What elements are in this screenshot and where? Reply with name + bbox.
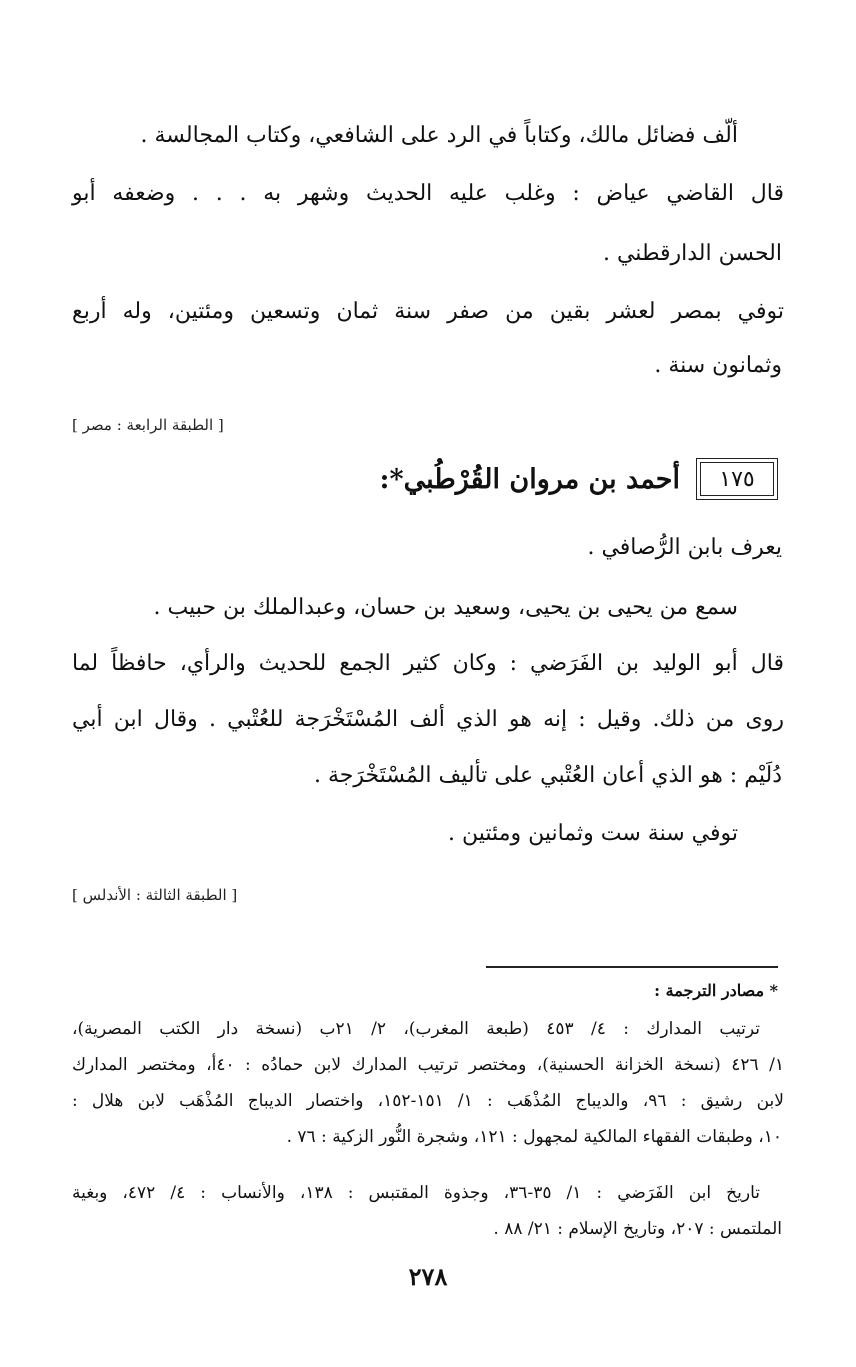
- entry-line: توفي سنة ست وثمانين ومئتين .: [448, 821, 738, 846]
- footnote-heading: * مصادر الترجمة :: [654, 981, 778, 1000]
- entry-line: قال أبو الوليد بن الفَرَضي : وكان كثير الجمع للحديث والرأي، حافظاً لما: [72, 651, 784, 676]
- footnote-line: الملتمس : ٢٠٧، وتاريخ الإسلام : ٢١/ ٨٨ .: [493, 1219, 782, 1239]
- entry-heading: [380, 452, 778, 506]
- paragraph-line: الحسن الدارقطني .: [602, 241, 782, 266]
- entry-title: أحمد بن مروان القُرْطُبي*:: [379, 463, 680, 495]
- footnote-line: ١٠، وطبقات الفقهاء المالكية لمجهول : ١٢١، وشجرة النُّور الزكية : ٧٦ .: [286, 1127, 782, 1147]
- entry-line: دُلَيْم : هو الذي أعان العُتْبي على تأليف المُسْتَخْرَجة .: [313, 763, 782, 788]
- paragraph-line: وثمانون سنة .: [654, 353, 782, 378]
- footnote-line: ١/ ٤٢٦ (نسخة الخزانة الحسنية)، ومختصر ترتيب المدارك لابن حمادُه : ٤٠أ، ومختصر المدارك: [72, 1055, 784, 1075]
- paragraph-line: قال القاضي عياض : وغلب عليه الحديث وشهر به . . . وضعفه أبو: [72, 181, 784, 206]
- tabaqa-tag: [ الطبقة الرابعة : مصر ]: [72, 416, 224, 434]
- footnote-line: تاريخ ابن الفَرَضي : ١/ ٣٥-٣٦، وجذوة المقتبس : ١٣٨، والأنساب : ٤/ ٤٧٢، وبغية: [72, 1183, 760, 1203]
- entry-number-box: ١٧٥: [696, 458, 778, 500]
- entry-line: يعرف بابن الرُّصافي .: [587, 535, 782, 560]
- entry-line: سمع من يحيى بن يحيى، وسعيد بن حسان، وعبدالملك بن حبيب .: [153, 595, 738, 620]
- footnote-line: ترتيب المدارك : ٤/ ٤٥٣ (طبعة المغرب)، ٢/ ٢١ب (نسخة دار الكتب المصرية)،: [72, 1019, 760, 1039]
- entry-line: روى من ذلك. وقيل : إنه هو الذي ألف المُسْتَخْرَجة للعُتْبي . وقال ابن أبي: [72, 707, 784, 732]
- footnote-line: لابن رشيق : ٩٦، والديباج المُذْهَب : ١/ ١٥١-١٥٢، واختصار الديباج المُذْهَب لابن هلال :: [72, 1091, 784, 1111]
- paragraph-line: ألّف فضائل مالك، وكتاباً في الرد على الشافعي، وكتاب المجالسة .: [140, 123, 738, 148]
- tabaqa-tag: [ الطبقة الثالثة : الأندلس ]: [72, 886, 238, 904]
- paragraph-line: توفي بمصر لعشر بقين من صفر سنة ثمان وتسعين ومئتين، وله أربع: [72, 299, 784, 324]
- footnote-separator: [486, 966, 778, 968]
- page-number: ٢٧٨: [408, 1262, 448, 1291]
